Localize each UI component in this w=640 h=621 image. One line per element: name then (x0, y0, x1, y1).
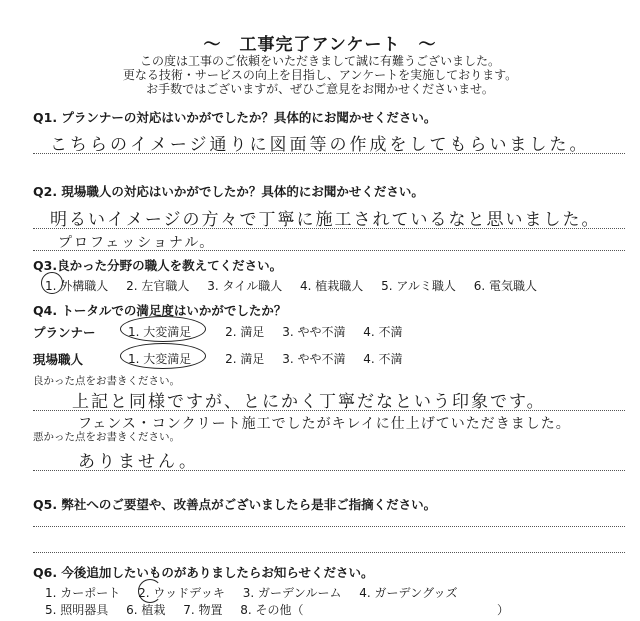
q4-craftsman-selected-circle (120, 343, 206, 369)
q3-option-6[interactable]: 6. 電気職人 (473, 279, 538, 293)
q4-bad-answer[interactable]: ありません。 (78, 452, 200, 472)
q6-question: Q6. 今後追加したいものがありましたらお知らせください。 (33, 565, 374, 580)
q4-good-answer-line-2[interactable]: フェンス・コンクリート施工でしたがキレイに仕上げていただきました。 (78, 416, 571, 432)
q4-planner-option-2[interactable]: 2. 満足 (225, 325, 265, 339)
q3-option-1[interactable]: 1. 外構職人 (45, 279, 109, 293)
q3-option-2[interactable]: 2. 左官職人 (126, 279, 190, 293)
q4-planner-option-1[interactable]: 1. 大変満足 (128, 325, 192, 339)
q4-question: Q4. トータルでの満足度はいかがでしたか？ (33, 303, 287, 318)
q3-option-4[interactable]: 4. 植栽職人 (300, 279, 364, 293)
q4-planner-option-4[interactable]: 4. 不満 (363, 325, 403, 339)
q4-good-answer-line-1[interactable]: 上記と同様ですが、とにかく丁寧だなという印象です。 (72, 392, 546, 412)
q2-answer-line-1[interactable]: 明るいイメージの方々で丁寧に施工されているなと思いました。 (50, 210, 601, 230)
q4-planner-option-3[interactable]: 3. やや不満 (282, 325, 346, 339)
q4-good-rule-1 (33, 410, 625, 411)
q6-option-4[interactable]: 4. ガーデングッズ (359, 586, 458, 600)
q1-answer[interactable]: こちらのイメージ通りに図面等の作成をしてもらいました。 (50, 135, 590, 155)
q6-option-7[interactable]: 7. 物置 (183, 603, 223, 617)
q6-option-2[interactable]: 2. ウッドデッキ (138, 586, 225, 600)
q6-option-1[interactable]: 1. カーポート (45, 586, 121, 600)
q5-question: Q5. 弊社へのご要望や、改善点がございましたら是非ご指摘ください。 (33, 497, 437, 512)
intro-line-2: 更なる技術・サービスの向上を目指し、アンケートを実施しております。 (122, 68, 518, 82)
q5-answer-rule-2 (33, 552, 625, 553)
page-title: ～ 工事完了アンケート ～ (203, 35, 437, 55)
q6-options-row-1 (45, 584, 471, 601)
q4-craftsman-option-1[interactable]: 1. 大変満足 (128, 352, 192, 366)
q4-row-planner-label: プランナー (33, 325, 96, 340)
q3-question: Q3.良かった分野の職人を教えてください。 (33, 258, 283, 273)
q4-planner-selected-circle (120, 316, 206, 342)
q2-answer-rule-2 (33, 250, 625, 251)
q6-other-close-paren: ） (497, 603, 510, 617)
q3-options (45, 277, 551, 294)
q1-question: Q1. プランナーの対応はいかがでしたか？具体的にお聞かせください。 (33, 110, 437, 125)
q3-option-3[interactable]: 3. タイル職人 (207, 279, 283, 293)
q3-selected-circle (41, 272, 63, 294)
q4-bad-rule (33, 470, 625, 471)
q6-option-6[interactable]: 6. 植栽 (126, 603, 166, 617)
q6-selected-circle (138, 579, 162, 603)
q6-option-3[interactable]: 3. ガーデンルーム (242, 586, 342, 600)
q4-bad-label: 悪かった点をお書きください。 (33, 431, 180, 443)
q4-craftsman-option-4[interactable]: 4. 不満 (363, 352, 403, 366)
intro-line-1: この度は工事のご依頼をいただきまして誠に有難うございました。 (139, 54, 500, 68)
intro-line-3: お手数ではございますが、ぜひご意見をお聞かせくださいませ。 (146, 82, 494, 96)
q2-question: Q2. 現場職人の対応はいかがでしたか？具体的にお聞かせください。 (33, 184, 424, 199)
q4-row-craftsman-label: 現場職人 (33, 352, 84, 367)
q5-answer-rule-1 (33, 526, 625, 527)
q3-option-5[interactable]: 5. アルミ職人 (381, 279, 456, 293)
q2-answer-rule-1 (33, 228, 625, 229)
q6-options-row-2 (45, 601, 318, 618)
q2-answer-line-2[interactable]: プロフェッショナル。 (58, 235, 216, 251)
q6-option-8[interactable]: 8. その他（ (240, 603, 304, 617)
q4-good-label: 良かった点をお書きください。 (33, 375, 180, 387)
q1-answer-line (33, 153, 625, 154)
q4-craftsman-option-3[interactable]: 3. やや不満 (282, 352, 346, 366)
q6-option-5[interactable]: 5. 照明器具 (45, 603, 109, 617)
q4-craftsman-option-2[interactable]: 2. 満足 (225, 352, 265, 366)
